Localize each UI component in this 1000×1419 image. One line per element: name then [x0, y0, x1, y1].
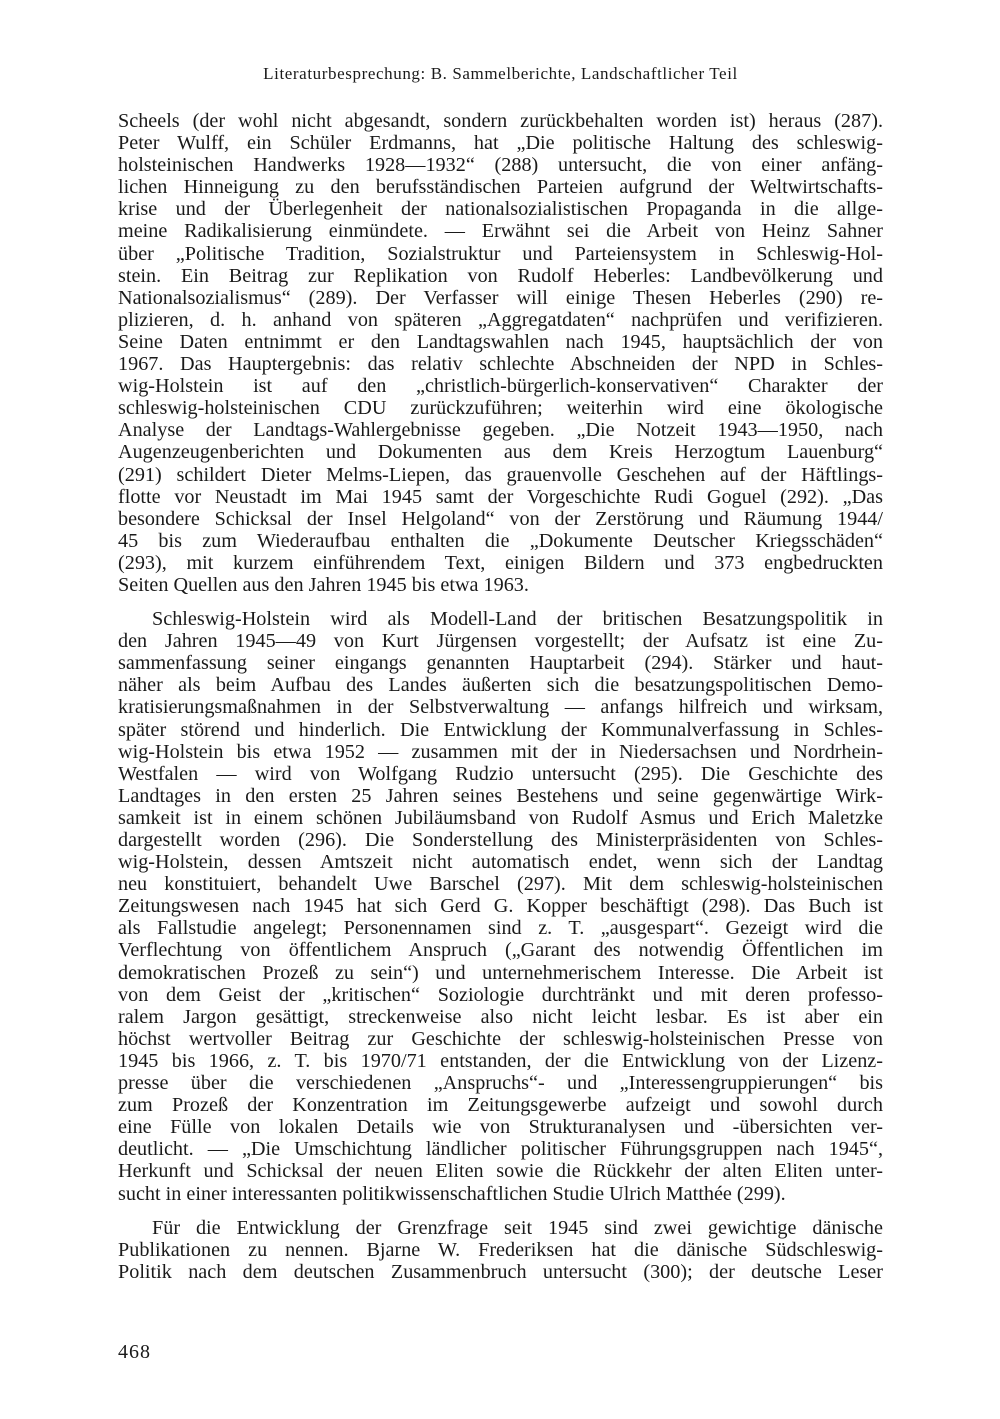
text-line: über „Politische Tradition, Sozialstruktur und Parteiensystem in Schleswig-Hol- [118, 242, 883, 265]
text-line: Nationalsozialismus“ (289). Der Verfasser will einige Thesen Heberles (290) re- [118, 286, 883, 309]
text-line: Verflechtung von öffentlichem Anspruch („Garant des notwendig Öffentlichen im [118, 939, 883, 962]
text-line: deutlicht. — „Die Umschichtung ländlicher politischer Führungsgruppen nach 1945“, [118, 1138, 883, 1161]
text-line: wig-Holstein bis etwa 1952 — zusammen mit der in Niedersachsen und Nordrhein- [118, 740, 883, 763]
text-line: 1945 bis 1966, z. T. bis 1970/71 entstanden, der die Entwicklung von der Lizenz- [118, 1049, 883, 1072]
text-line: stein. Ein Beitrag zur Replikation von Rudolf Heberles: Landbevölkerung und [118, 264, 883, 287]
text-line: wig-Holstein ist auf den „christlich-bürgerlich-konservativen“ Charakter der [118, 375, 883, 398]
text-line: flotte vor Neustadt im Mai 1945 samt der Vorgeschichte Rudi Goguel (292). „Das [118, 485, 883, 508]
text-line: dargestellt worden (296). Die Sonderstellung des Ministerpräsidenten von Schles- [118, 829, 883, 851]
text-line: Scheels (der wohl nicht abgesandt, sondern zurückbehalten worden ist) heraus (287). [118, 110, 883, 132]
text-line: Peter Wulff, ein Schüler Erdmanns, hat „Die politische Haltung des schleswig- [118, 132, 883, 155]
text-line: Für die Entwicklung der Grenzfrage seit 1945 sind zwei gewichtige dänische [152, 1216, 883, 1239]
page-number: 468 [118, 1341, 151, 1363]
text-line: demokratischen Prozeß zu sein“) und unternehmerischem Interesse. Die Arbeit ist [118, 961, 883, 984]
text-line: Politik nach dem deutschen Zusammenbruch untersucht (300); der deutsche Leser [118, 1260, 883, 1283]
paragraph [118, 608, 883, 1205]
text-line: eine Fülle von lokalen Details wie von Strukturanalysen und -übersichten ver- [118, 1116, 883, 1139]
text-line: Landtages in den ersten 25 Jahren seines Bestehens und seine gegenwärtige Wirk- [118, 784, 883, 807]
text-line: presse über die verschiedenen „Anspruchs“- und „Interessengruppierungen“ bis [118, 1072, 883, 1095]
text-line: holsteinischen Handwerks 1928—1932“ (288) untersucht, die von einer anfäng- [118, 154, 883, 177]
text-line: krise und der Überlegenheit der nationalsozialistischen Propaganda in die allge- [118, 198, 883, 221]
text-line: Analyse der Landtags-Wahlergebnisse gegeben. „Die Notzeit 1943—1950, nach [118, 419, 883, 442]
text-line: 1967. Das Hauptergebnis: das relativ schlechte Abschneiden der NPD in Schles- [118, 353, 883, 376]
text-line: Publikationen zu nennen. Bjarne W. Frederiksen hat die dänische Südschleswig- [118, 1238, 883, 1261]
text-line: samkeit ist in einem schönen Jubiläumsband von Rudolf Asmus und Erich Maletzke [118, 806, 883, 829]
text-line: Augenzeugenberichten und Dokumenten aus dem Kreis Herzogtum Lauenburg“ [118, 441, 883, 464]
text-line: sammenfassung seiner eingangs genannten Hauptarbeit (294). Stärker und haut- [118, 652, 883, 675]
text-line: kratisierungsmaßnahmen in der Selbstverwaltung — anfangs hilfreich und wirksam, [118, 696, 883, 719]
text-line: meine Radikalisierung einmündete. — Erwähnt sei die Arbeit von Heinz Sahner [118, 220, 883, 243]
text-line: den Jahren 1945—49 von Kurt Jürgensen vorgestellt; der Aufsatz ist eine Zu- [118, 630, 883, 653]
paragraph [118, 110, 883, 596]
text-line: (291) schildert Dieter Melms-Liepen, das grauenvolle Geschehen auf der Häftlings- [118, 463, 883, 486]
text-line: zum Prozeß der Konzentration im Zeitungsgewerbe aufzeigt und sowohl durch [118, 1094, 883, 1117]
text-line: lichen Hinneigung zu den berufsständischen Parteien aufgrund der Weltwirtschafts- [118, 176, 883, 199]
paragraph [118, 1217, 883, 1283]
text-line: (293), mit kurzem einführendem Text, einigen Bildern und 373 engbedruckten [118, 551, 883, 574]
text-line: ralem Jargon gesättigt, streckenweise also nicht leicht lesbar. Es ist aber ein [118, 1005, 883, 1028]
text-line: als Fallstudie angelegt; Personennamen sind z. T. „ausgespart“. Gezeigt wird die [118, 917, 883, 940]
text-line: Herkunft und Schicksal der neuen Eliten sowie die Rückkehr der alten Eliten unter- [118, 1160, 883, 1183]
body-text [118, 110, 883, 1283]
text-line: Seiten Quellen aus den Jahren 1945 bis etwa 1963. [118, 573, 529, 596]
text-line: plizieren, d. h. anhand von späteren „Aggregatdaten“ nachprüfen und verifizieren. [118, 308, 883, 331]
text-line: von dem Geist der „kritischen“ Soziologie durchtränkt und mit deren professo- [118, 983, 883, 1006]
text-line: neu konstituiert, behandelt Uwe Barschel (297). Mit dem schleswig-holsteinischen [118, 873, 883, 896]
text-line: Schleswig-Holstein wird als Modell-Land der britischen Besatzungspolitik in [152, 608, 883, 631]
text-line: höchst wertvoller Beitrag zur Geschichte der schleswig-holsteinischen Presse von [118, 1027, 883, 1050]
text-line: 45 bis zum Wiederaufbau enthalten die „Dokumente Deutscher Kriegsschäden“ [118, 529, 883, 552]
text-line: Seine Daten entnimmt er den Landtagswahlen nach 1945, hauptsächlich der von [118, 330, 883, 353]
text-line: Westfalen — wird von Wolfgang Rudzio untersucht (295). Die Geschichte des [118, 762, 883, 785]
text-line: später störend und hinderlich. Die Entwicklung der Kommunalverfassung in Schles- [118, 718, 883, 741]
text-line: besondere Schicksal der Insel Helgoland“ von der Zerstörung und Räumung 1944/ [118, 507, 883, 530]
text-line: wig-Holstein, dessen Amtszeit nicht automatisch endet, wenn sich der Landtag [118, 851, 883, 874]
text-line: näher als beim Aufbau des Landes äußerten sich die besatzungspolitischen Demo- [118, 674, 883, 697]
text-line: sucht in einer interessanten politikwissenschaftlichen Studie Ulrich Matthée (299). [118, 1182, 786, 1205]
text-line: schleswig-holsteinischen CDU zurückzuführen; weiterhin wird eine ökologische [118, 397, 883, 420]
running-head: Literaturbesprechung: B. Sammelberichte, Landschaftlicher Teil [263, 64, 738, 83]
text-line: Zeitungswesen nach 1945 hat sich Gerd G. Kopper beschäftigt (298). Das Buch ist [118, 895, 883, 918]
